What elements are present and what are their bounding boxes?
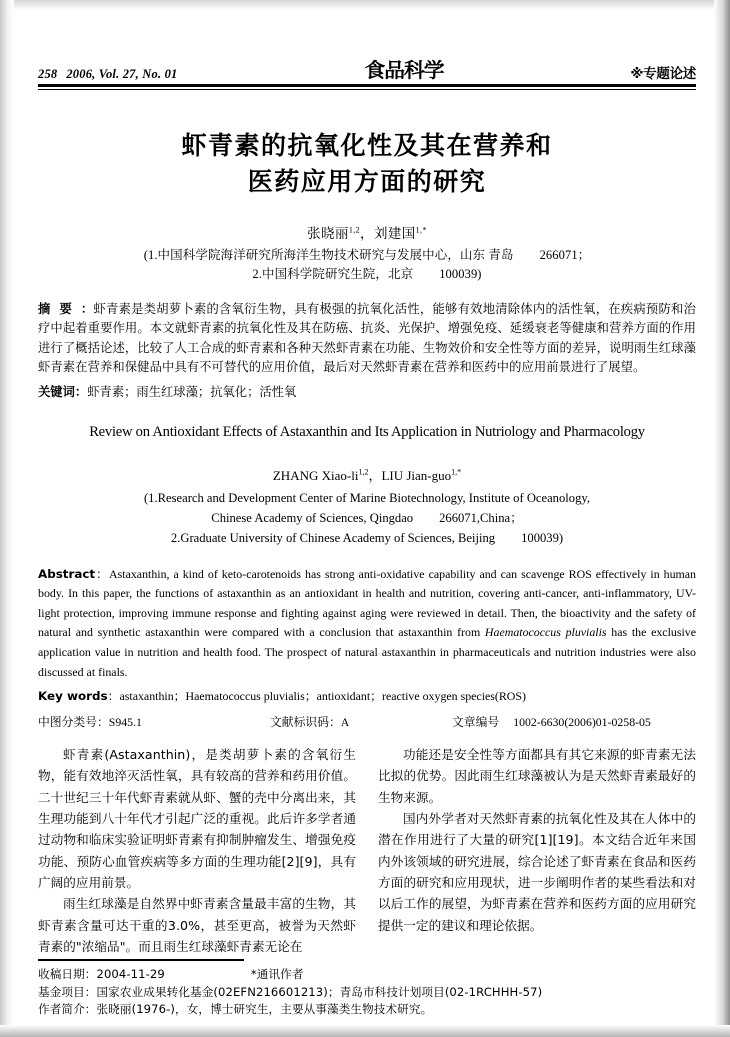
affiliation-en-3-zip: 100039) (521, 530, 564, 545)
scan-edge-bottom (0, 1025, 730, 1037)
received-date-label: 收稿日期： (38, 967, 97, 982)
affiliation-en-line-1: (1.Research and Development Center of Marine Biotechnology, Institute of Oceanology, (143, 490, 590, 505)
document-code (270, 713, 452, 730)
page-number: 258 (38, 67, 58, 81)
author-en-2-sup: 1,* (451, 467, 462, 477)
keywords-cn (38, 383, 696, 402)
footer-received-line (38, 966, 696, 984)
abstract-cn-label: 摘要 (38, 302, 81, 316)
affiliation-cn-line-2 (38, 265, 696, 284)
author-en-1-sup: 1,2 (358, 467, 369, 477)
keywords-en-part-2: ；antioxidant；reactive oxygen species(ROS) (304, 689, 526, 704)
authors-en (38, 465, 696, 484)
title-en: Review on Antioxidant Effects of Astaxanthin and Its Application in Nutriology and Pharmacology (89, 423, 645, 440)
article-id-value: 1002-6630(2006)01-0258-05 (513, 715, 651, 730)
running-head-left (38, 67, 178, 82)
affiliation-cn-2-zip: 100039) (439, 267, 482, 281)
body-paragraph: 虾青素(Astaxanthin)，是类胡萝卜素的含氧衍生物，能有效地淬灭活性氧，具有较高的营养和药用价值。二十世纪三十年代虾青素就从虾、蟹的壳中分离出来，其生理功能到八十年代才引起广泛的重视。此后许多学者通过动物和临床实验证明虾青素有抑制肿瘤发生、增强免疫功能、预防心血管疾病等多方面的生理功能[2][9]，具有广阔的应用前景。 (38, 747, 356, 890)
title-cn-line-2: 医药应用方面的研究 (247, 167, 487, 196)
author-en-1: ZHANG Xiao-li (272, 467, 359, 483)
body-columns (38, 744, 696, 957)
author-cn-2: 刘建国 (373, 226, 416, 241)
affiliation-en (38, 488, 696, 548)
clc-number-value: S945.1 (108, 715, 142, 730)
section-mark: ※专题论述 (630, 66, 696, 82)
authors-en-separator: ， (368, 467, 382, 483)
page-content (0, 48, 730, 957)
keywords-cn-text: 虾青素；雨生红球藻；抗氧化；活性氧 (87, 384, 297, 399)
title-cn-line-1: 虾青素的抗氧化性及其在营养和 (181, 131, 553, 160)
affiliation-en-line-3 (38, 528, 696, 548)
keywords-en (38, 687, 696, 706)
keywords-en-part-1: astaxanthin； (119, 689, 186, 704)
clc-number-label: 中图分类号： (38, 715, 109, 730)
author-bio-value: 张晓丽(1976-)，女，博士研究生，主要从事藻类生物技术研究。 (96, 1002, 433, 1017)
abstract-cn-colon: ： (80, 302, 94, 316)
article-id-label: 文章编号 (452, 715, 500, 730)
authors-cn-separator: ， (360, 226, 374, 241)
affiliation-cn-2-text: 2.中国科学院研究生院，北京 (252, 267, 414, 281)
author-cn-2-sup: 1,* (415, 225, 427, 235)
abstract-en (38, 565, 696, 683)
fund-label: 基金项目： (38, 984, 97, 999)
abstract-cn (38, 300, 696, 378)
abstract-en-part-2: has the exclusive application value in nutrition and health food. The prospect of natural astaxanthin in pharmaceuticals and nutrition industries were also discussed at finals. (38, 625, 696, 679)
page-footer (38, 959, 696, 1019)
affiliation-cn (38, 246, 696, 284)
abstract-en-colon: ： (95, 566, 110, 581)
affiliation-en-2-zip: 266071,China； (439, 510, 523, 525)
fund-value: 国家农业成果转化基金(02EFN216601213)；青岛市科技计划项目(02-1RCHHH-57) (96, 984, 543, 999)
journal-masthead: 食品科学 (364, 58, 444, 82)
clc-number (38, 713, 270, 730)
abstract-en-label: Abstract (38, 566, 96, 581)
document-code-value: A (340, 715, 350, 730)
footer-rule (38, 959, 244, 961)
body-paragraph: 功能还是安全性等方面都具有其它来源的虾青素无法比拟的优势。因此雨生红球藻被认为是天然虾青素最好的生物来源。 (378, 747, 696, 805)
author-cn-1-sup: 1,2 (348, 225, 361, 235)
body-column-left (38, 744, 356, 957)
authors-cn (38, 222, 696, 242)
header-rule-thick (38, 84, 696, 87)
affiliation-cn-line-1 (38, 246, 696, 265)
abstract-en-part-1: Astaxanthin, a kind of keto-carotenoids has strong anti-oxidative capability and can scavenge ROS effectively in human body. In this paper, the functions of astaxanthin as an antioxidant in health and nutrition, covering anti-cancer, anti-inflammatory, UV-light protection, improving immune response and fighting against aging were reviewed in detail. Then, the bioactivity and the safety of natural and synthetic astaxanthin were compared with a conclusion that astaxanthin from (38, 566, 696, 640)
received-date-value: 2004-11-29 (96, 967, 165, 982)
running-head (38, 48, 696, 82)
affiliation-en-3-text: 2.Graduate University of Chinese Academy of Sciences, Beijing (170, 530, 496, 545)
author-cn-1: 张晓丽 (307, 226, 349, 241)
document-code-label: 文献标识码： (270, 715, 341, 730)
keywords-en-label: Key words (38, 689, 108, 704)
affiliation-en-2-text: Chinese Academy of Sciences, Qingdao (211, 510, 414, 525)
affiliation-cn-1-text: (1.中国科学院海洋研究所海洋生物技术研究与发展中心，山东 青岛 (143, 248, 514, 262)
body-paragraph: 雨生红球藻是自然界中虾青素含量最丰富的生物，其虾青素含量可达干重的3.0%，甚至更高，被誉为天然虾青素的"浓缩品"。而且雨生红球藻虾青素无论在 (38, 896, 356, 954)
corresponding-author-note: *通讯作者 (250, 967, 304, 982)
footer-bio-line (38, 1001, 696, 1019)
page-title (38, 128, 696, 200)
scan-edge-top (0, 0, 730, 10)
author-bio-label: 作者简介： (38, 1002, 97, 1017)
abstract-cn-text: 虾青素是类胡萝卜素的含氧衍生物，具有极强的抗氧化活性，能够有效地清除体内的活性氧，在疾病预防和治疗中起着重要作用。本文就虾青素的抗氧化性及其在防癌、抗炎、光保护、增强免疫、延缓衰老等健康和营养方面的作用进行了概括论述，比较了人工合成的虾青素和各种天然虾青素在功能、生物效价和安全性等方面的差异，说明雨生红球藻虾青素在营养和保健品中具有不可替代的应用价值，最后对天然虾青素在营养和医药中的应用前景进行了展望。 (38, 302, 696, 375)
header-rule-thin (38, 89, 696, 90)
keywords-cn-colon: ： (74, 384, 88, 399)
author-en-2: LIU Jian-guo (381, 467, 452, 483)
classification-row (38, 713, 696, 730)
affiliation-cn-1-zip: 266071； (539, 248, 591, 262)
footer-fund-line (38, 984, 696, 1002)
keywords-en-species: Haematococcus pluvialis (185, 689, 305, 704)
body-column-right (378, 744, 696, 957)
abstract-en-species: Haematococcus pluvialis (484, 625, 607, 640)
body-paragraph: 国内外学者对天然虾青素的抗氧化性及其在人体中的潜在作用进行了大量的研究[1][19]。本文结合近年来国内外该领域的研究进展，综合论述了虾青素在食品和医药方面的研究和应用现状，进一步阐明作者的某些看法和对以后工作的展望，为虾青素在营养和医药方面的应用研究提供一定的建议和理论依据。 (378, 811, 696, 933)
keywords-en-colon: ： (107, 689, 120, 704)
issue-line: 2006, Vol. 27, No. 01 (66, 67, 178, 81)
article-id (452, 713, 696, 730)
keywords-cn-label: 关键词 (38, 384, 75, 399)
affiliation-en-line-2 (38, 508, 696, 528)
